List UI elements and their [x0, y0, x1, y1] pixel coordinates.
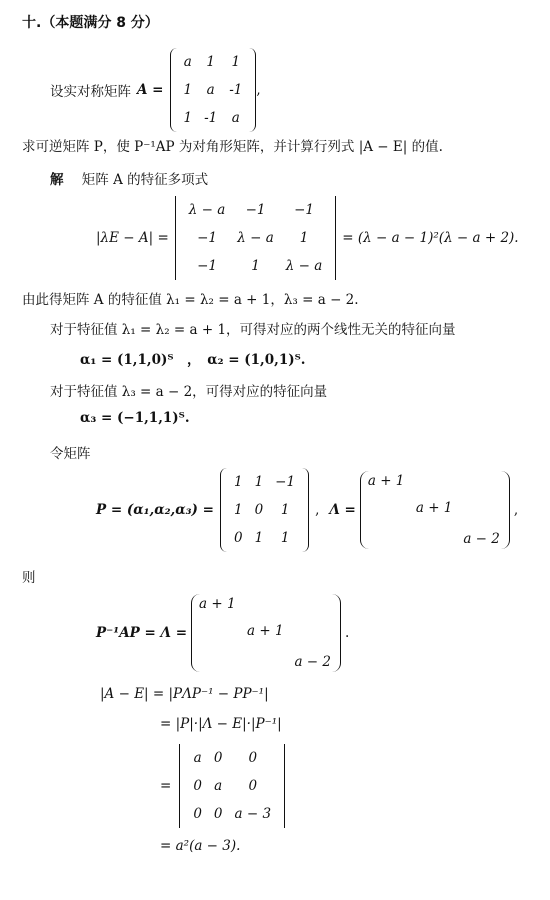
matrix-a	[170, 48, 257, 132]
det-step-1: |A − E| = |PΛP⁻¹ − PP⁻¹|	[100, 686, 269, 702]
matrix-a-cell: 1	[183, 110, 193, 126]
lambda-entry: a + 1	[199, 596, 236, 612]
matrix-final-cell: 0	[248, 750, 258, 766]
matrix-a-cell: 1	[206, 54, 215, 70]
char-matrix-cell: λ − a	[237, 230, 274, 246]
char-det-lhs: |λE − A| =	[96, 230, 169, 246]
det-step-3-eq: =	[160, 778, 172, 794]
char-matrix	[175, 196, 337, 280]
matrix-final	[179, 744, 285, 828]
pap-period: .	[345, 625, 350, 641]
eigen12-line: 对于特征值 λ₁ = λ₂ = a + 1，可得对应的两个线性无关的特征向量	[50, 322, 456, 338]
char-det-rhs: = (λ − a − 1)²(λ − a + 2).	[342, 230, 519, 246]
p-lambda-line	[96, 468, 518, 552]
lambda-lhs: Λ =	[329, 502, 356, 518]
char-matrix-cell: −1	[245, 202, 266, 218]
matrix-lambda	[360, 471, 510, 549]
question-text: 求可逆矩阵 P，使 P⁻¹AP 为对角形矩阵，并计算行列式 |A − E| 的值.	[22, 139, 443, 155]
matrix-p-cell: 1	[280, 502, 290, 518]
det-step-3	[160, 744, 285, 828]
eigen3-line: 对于特征值 λ₃ = a − 2，可得对应的特征向量	[50, 384, 328, 400]
matrix-p-cell: 1	[233, 502, 243, 518]
pap-lhs: P⁻¹AP = Λ =	[96, 625, 188, 641]
char-matrix-cell: −1	[294, 202, 314, 218]
lambda-comma: ,	[513, 502, 519, 518]
char-matrix-cell: 1	[251, 258, 260, 274]
lambda-entry: a + 1	[367, 473, 405, 489]
matrix-a-cell: -1	[229, 82, 243, 98]
matrix-p-cell: 1	[233, 474, 243, 490]
solution-intro	[50, 168, 208, 188]
matrix-p-cell: 0	[254, 502, 264, 518]
char-matrix-cell: λ − a	[285, 258, 323, 274]
question-comma: ,	[256, 82, 261, 98]
det-step-2: = |P|·|Λ − E|·|P⁻¹|	[160, 716, 282, 732]
matrix-a-cell: a	[231, 110, 240, 126]
eigenvalues-line: 由此得矩阵 A 的特征值 λ₁ = λ₂ = a + 1，λ₃ = a − 2.	[22, 292, 359, 308]
eigenvector-3: α₃ = (−1,1,1)ᵀ.	[80, 410, 190, 426]
question-matrix-line	[50, 48, 261, 132]
lambda-entry: a + 1	[247, 623, 284, 639]
lambda-entry: a − 2	[463, 531, 500, 547]
lambda-entry: a − 2	[294, 654, 332, 670]
lambda-entry: a + 1	[415, 500, 453, 516]
matrix-p-cell: 1	[254, 530, 264, 546]
matrix-final-cell: a	[193, 750, 202, 766]
let-line: 令矩阵	[50, 446, 91, 462]
matrix-final-cell: 0	[213, 806, 223, 822]
char-matrix-cell: 1	[299, 230, 309, 246]
problem-header: 十.（本题满分 8 分）	[22, 15, 159, 31]
matrix-p-cell: 0	[233, 530, 243, 546]
matrix-final-cell: a	[214, 778, 223, 794]
matrix-p-cell: 1	[254, 474, 264, 490]
matrix-p-cell: 1	[280, 530, 290, 546]
p-lhs: P = (α₁,α₂,α₃) =	[96, 502, 214, 518]
char-matrix-cell: −1	[197, 258, 217, 274]
matrix-a-label: A =	[137, 82, 164, 98]
question-intro: 设实对称矩阵	[50, 84, 131, 100]
solution-label: 解	[50, 172, 64, 188]
diagonalization-line	[96, 594, 349, 672]
p-comma: ,	[315, 502, 320, 518]
matrix-final-cell: 0	[248, 778, 258, 794]
matrix-lambda-result	[191, 594, 341, 672]
matrix-a-cell: a	[206, 82, 215, 98]
matrix-final-cell: a − 3	[234, 806, 272, 822]
matrix-final-cell: 0	[193, 806, 202, 822]
char-matrix-cell: λ − a	[188, 202, 226, 218]
matrix-a-cell: a	[183, 54, 192, 70]
matrix-final-cell: 0	[193, 778, 202, 794]
characteristic-polynomial	[96, 196, 519, 280]
matrix-a-cell: 1	[231, 54, 241, 70]
matrix-a-cell: 1	[183, 82, 193, 98]
eigenvectors-12: α₁ = (1,1,0)ᵀ ， α₂ = (1,0,1)ᵀ.	[80, 352, 306, 368]
then-label: 则	[22, 570, 36, 586]
matrix-final-cell: 0	[213, 750, 223, 766]
matrix-a-cell: -1	[204, 110, 218, 126]
matrix-p-cell: −1	[275, 474, 296, 490]
det-step-4: = a²(a − 3).	[160, 838, 241, 854]
matrix-p	[220, 468, 309, 552]
solution-text: 矩阵 A 的特征多项式	[81, 172, 209, 188]
char-matrix-cell: −1	[197, 230, 217, 246]
